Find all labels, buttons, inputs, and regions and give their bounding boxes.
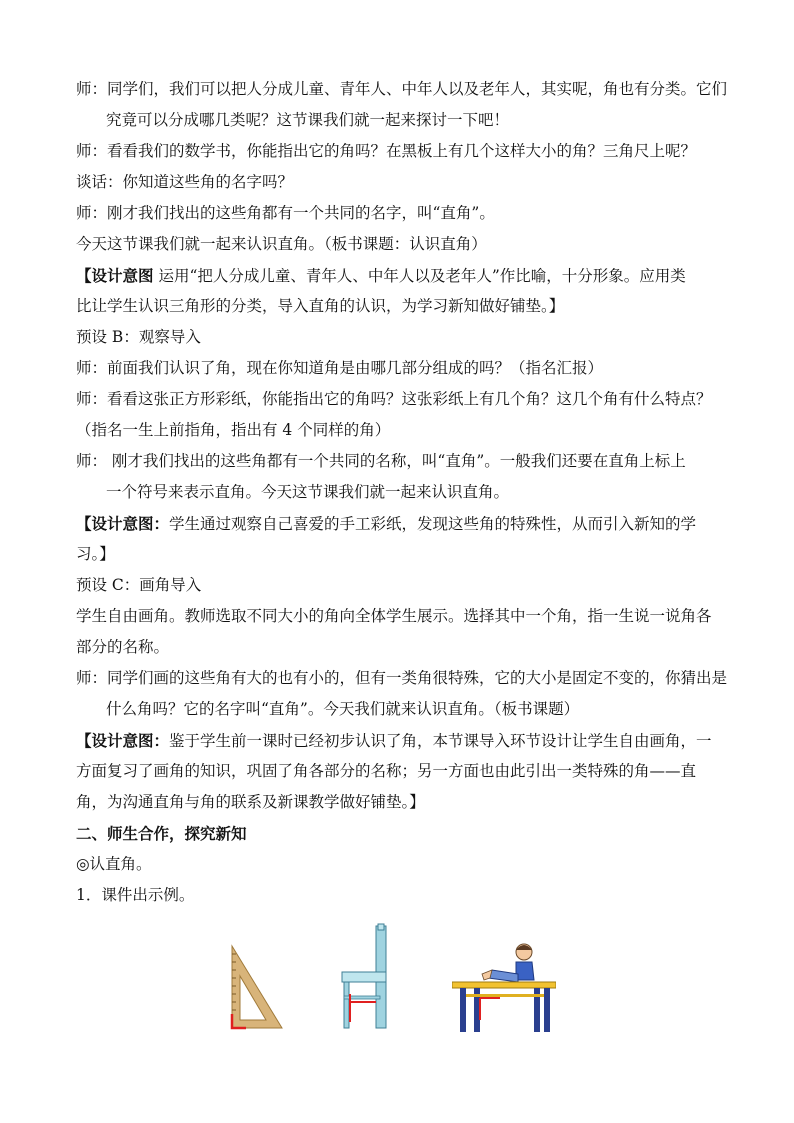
design-intent-line: 【设计意图：鉴于学生前一课时已经初步认识了角，本节课导入环节设计让学生自由画角，一 bbox=[76, 731, 712, 750]
text-line: 角，为沟通直角与角的联系及新课教学做好铺垫。】 bbox=[76, 793, 425, 811]
text-line: 师： 刚才我们找出的这些角都有一个共同的名称，叫“直角”。一般我们还要在直角上标上 bbox=[76, 452, 686, 470]
design-intent-line: 【设计意图 运用“把人分成儿童、青年人、中年人以及老年人”作比喻，十分形象。应用类 bbox=[76, 266, 686, 285]
design-intent-label: 【设计意图： bbox=[76, 731, 170, 750]
text-line: ◎认直角。 bbox=[76, 855, 152, 873]
text-line: 师：看看这张正方形彩纸，你能指出它的角吗？这张彩纸上有几个角？这几个角有什么特点？ bbox=[76, 390, 712, 408]
design-intent-label: 【设计意图： bbox=[76, 514, 170, 533]
text-line: 师：看看我们的数学书，你能指出它的角吗？在黑板上有几个这样大小的角？三角尺上呢？ bbox=[76, 142, 697, 160]
chair-icon bbox=[338, 922, 402, 1032]
text-line: 学生自由画角。教师选取不同大小的角向全体学生展示。选择其中一个角，指一生说一说角各 bbox=[76, 607, 712, 625]
text-line: 师：刚才我们找出的这些角都有一个共同的名字，叫“直角”。 bbox=[76, 204, 495, 222]
boy-on-bench-icon bbox=[452, 940, 556, 1034]
text-line: 预设 B：观察导入 bbox=[76, 328, 201, 346]
design-intent-label: 【设计意图 bbox=[76, 266, 154, 285]
text-line: 什么角吗？它的名字叫“直角”。今天我们就来认识直角。（板书课题） bbox=[106, 700, 580, 718]
set-square-icon bbox=[226, 944, 286, 1030]
text-line: 部分的名称。 bbox=[76, 638, 170, 656]
design-intent-line: 【设计意图：学生通过观察自己喜爱的手工彩纸，发现这些角的特殊性，从而引入新知的学 bbox=[76, 514, 697, 533]
example-figures bbox=[226, 922, 556, 1037]
text-line: 预设 C：画角导入 bbox=[76, 576, 202, 594]
text-line: 师：前面我们认识了角，现在你知道角是由哪几部分组成的吗？（指名汇报） bbox=[76, 359, 604, 377]
text-line: 方面复习了画角的知识，巩固了角各部分的名称；另一方面也由此引出一类特殊的角——直 bbox=[76, 762, 697, 780]
text-line: 习。】 bbox=[76, 545, 115, 563]
text-line: 师：同学们，我们可以把人分成儿童、青年人、中年人以及老年人，其实呢，角也有分类。它们 bbox=[76, 80, 728, 98]
section-heading: 二、师生合作，探究新知 bbox=[76, 824, 247, 843]
text-line: （指名一生上前指角，指出有 4 个同样的角） bbox=[76, 421, 391, 439]
text-line: 比让学生认识三角形的分类，导入直角的认识，为学习新知做好铺垫。】 bbox=[76, 297, 565, 315]
document-body bbox=[76, 74, 728, 911]
text-line: 1．课件出示例。 bbox=[76, 886, 195, 904]
text-line: 一个符号来表示直角。今天这节课我们就一起来认识直角。 bbox=[106, 483, 510, 501]
text-line: 今天这节课我们就一起来认识直角。（板书课题：认识直角） bbox=[76, 235, 487, 253]
text-line: 谈话：你知道这些角的名字吗？ bbox=[76, 173, 294, 191]
text-line: 究竟可以分成哪几类呢？这节课我们就一起来探讨一下吧！ bbox=[106, 111, 510, 129]
text-line: 师：同学们画的这些角有大的也有小的，但有一类角很特殊，它的大小是固定不变的，你猜出是 bbox=[76, 669, 728, 687]
